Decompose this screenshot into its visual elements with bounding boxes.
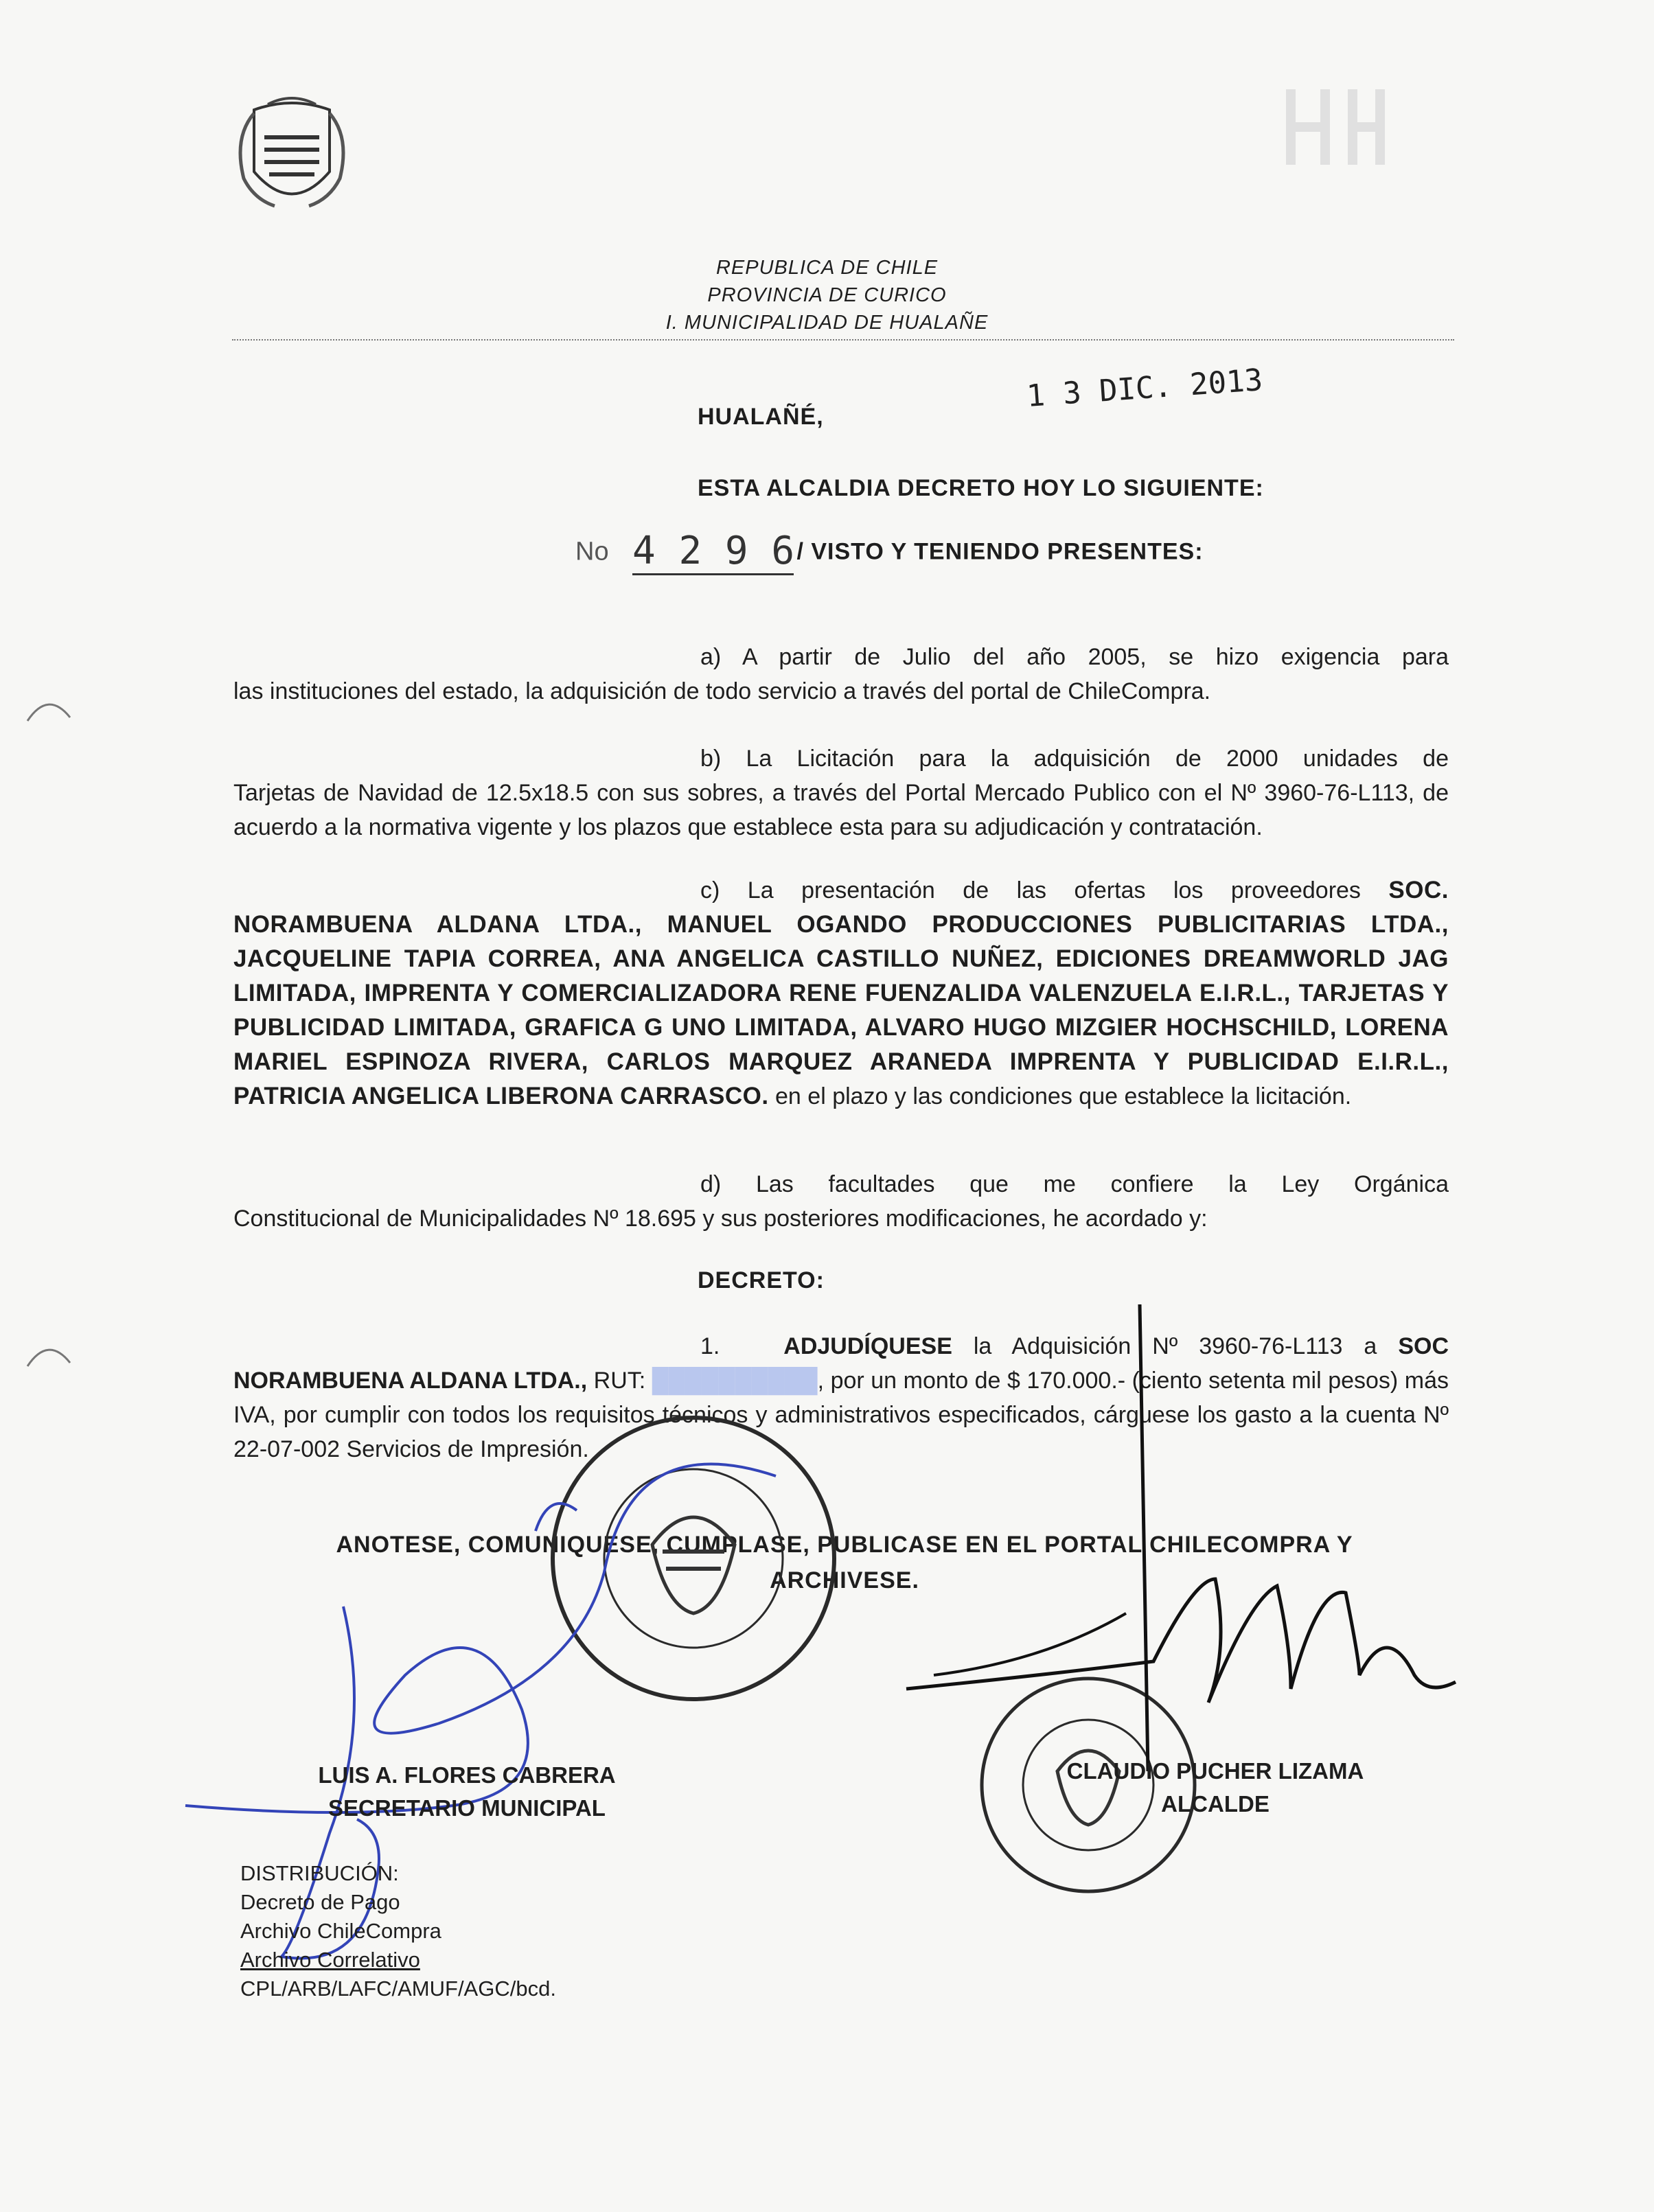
watermark-h-icon: [1277, 82, 1394, 178]
secretary-name: LUIS A. FLORES CABRERA: [318, 1762, 616, 1788]
header-divider: [232, 339, 1454, 341]
resolution-verb: ADJUDÍQUESE: [783, 1333, 952, 1359]
distribution-title: DISTRIBUCIÓN:: [240, 1861, 399, 1885]
resolution-text2: RUT:: [593, 1368, 652, 1394]
mayor-signature-icon: [906, 1291, 1497, 1785]
header-municipality: I. MUNICIPALIDAD DE HUALAÑE: [665, 312, 989, 334]
consideration-c-rest: en el plazo y las condiciones que establece la licitación.: [775, 1083, 1352, 1109]
decreto-heading: DECRETO:: [698, 1267, 825, 1293]
resolution-number: 1.: [700, 1333, 720, 1359]
rut-redacted: ██████████: [652, 1368, 818, 1394]
consideration-a-rest: las instituciones del estado, la adquisición de todo servicio a través del portal de ChileCompra.: [233, 678, 1211, 704]
municipal-crest-icon: [227, 96, 357, 220]
consideration-b: [233, 741, 1449, 844]
consideration-b-rest: Tarjetas de Navidad de 12.5x18.5 con sus sobres, a través del Portal Mercado Publico con el Nº 3960-76-L113, de acuerdo a la normativa vigente y los plazos que establece esta para su adjudicación y contratación.: [233, 780, 1449, 840]
punch-hole-icon: [21, 693, 76, 735]
consideration-d-first: d) Las facultades que me confiere la Ley Orgánica: [700, 1171, 1449, 1197]
intro-line: ESTA ALCALDIA DECRETO HOY LO SIGUIENTE:: [698, 475, 1264, 501]
consideration-d-rest: Constitucional de Municipalidades Nº 18.695 y sus posteriores modificaciones, he acordado y:: [233, 1206, 1208, 1232]
distribution-item: Archivo ChileCompra: [240, 1919, 441, 1943]
decree-number-text: / VISTO Y TENIENDO PRESENTES:: [796, 538, 1204, 565]
header-province: PROVINCIA DE CURICO: [707, 284, 947, 306]
consideration-c-providers: SOC. NORAMBUENA ALDANA LTDA., MANUEL OGANDO PRODUCCIONES PUBLICITARIAS LTDA., JACQUELINE TAPIA CORREA, ANA ANGELICA CASTILLO NUÑEZ, EDICIONES DREAMWORLD JAG LIMITADA, IMPRENTA Y COMERCIALIZADORA RENE FUENZALIDA VALENZUELA E.I.R.L., TARJETAS Y PUBLICIDAD LIMITADA, GRAFICA G UNO LIMITADA, ALVARO HUGO MIZGIER HOCHSCHILD, LORENA MARIEL ESPINOZA RIVERA, CARLOS MARQUEZ ARANEDA IMPRENTA Y PUBLICIDAD E.I.R.L., PATRICIA ANGELICA LIBERONA CARRASCO.: [233, 877, 1449, 1109]
mayor-signature-block: [1009, 1755, 1421, 1821]
header-republic: REPUBLICA DE CHILE: [715, 257, 939, 279]
decree-number-prefix: No: [575, 537, 609, 566]
decree-number: 4 2 9 6: [632, 529, 794, 575]
consideration-a: [233, 640, 1449, 708]
date-stamp: 1 3 DIC. 2013: [1025, 362, 1264, 414]
distribution-item: CPL/ARB/LAFC/AMUF/AGC/bcd.: [240, 1977, 556, 2001]
resolution-company: SOC NORAMBUENA ALDANA LTDA.,: [233, 1333, 1449, 1394]
distribution-item: Archivo Correlativo: [240, 1948, 420, 1972]
consideration-a-first: a) A partir de Julio del año 2005, se hizo exigencia para: [700, 644, 1449, 670]
resolution-text3: , por un monto de $ 170.000.- (ciento setenta mil pesos) más IVA, por cumplir con todos los requisitos técnicos y administrativos especificados, cárguese los gasto a la cuenta Nº 22-07-002 Servicios de Impresión.: [233, 1368, 1449, 1462]
decree-number-line: [575, 529, 1204, 575]
place-label: HUALAÑÉ,: [698, 404, 824, 430]
resolution-text1: la Adquisición Nº 3960-76-L113 a: [973, 1333, 1377, 1359]
consideration-b-first: b) La Licitación para la adquisición de 2000 unidades de: [700, 746, 1449, 772]
distribution-list: [240, 1859, 556, 2003]
mayor-name: CLAUDIO PUCHER LIZAMA: [1066, 1758, 1364, 1784]
consideration-d: [233, 1167, 1449, 1236]
secretary-title: SECRETARIO MUNICIPAL: [328, 1795, 606, 1821]
distribution-item: Decreto de Pago: [240, 1890, 400, 1914]
consideration-c: [233, 873, 1449, 1114]
secretary-signature-block: [261, 1759, 673, 1825]
closing-line: ANOTESE, COMUNIQUESE, CUMPLASE, PUBLICASE EN EL PORTAL CHILECOMPRA Y ARCHIVESE.: [336, 1532, 1353, 1593]
mayor-title: ALCALDE: [1161, 1791, 1270, 1817]
consideration-c-first: c) La presentación de las ofertas los proveedores: [700, 877, 1361, 903]
punch-hole-icon: [21, 1339, 76, 1380]
